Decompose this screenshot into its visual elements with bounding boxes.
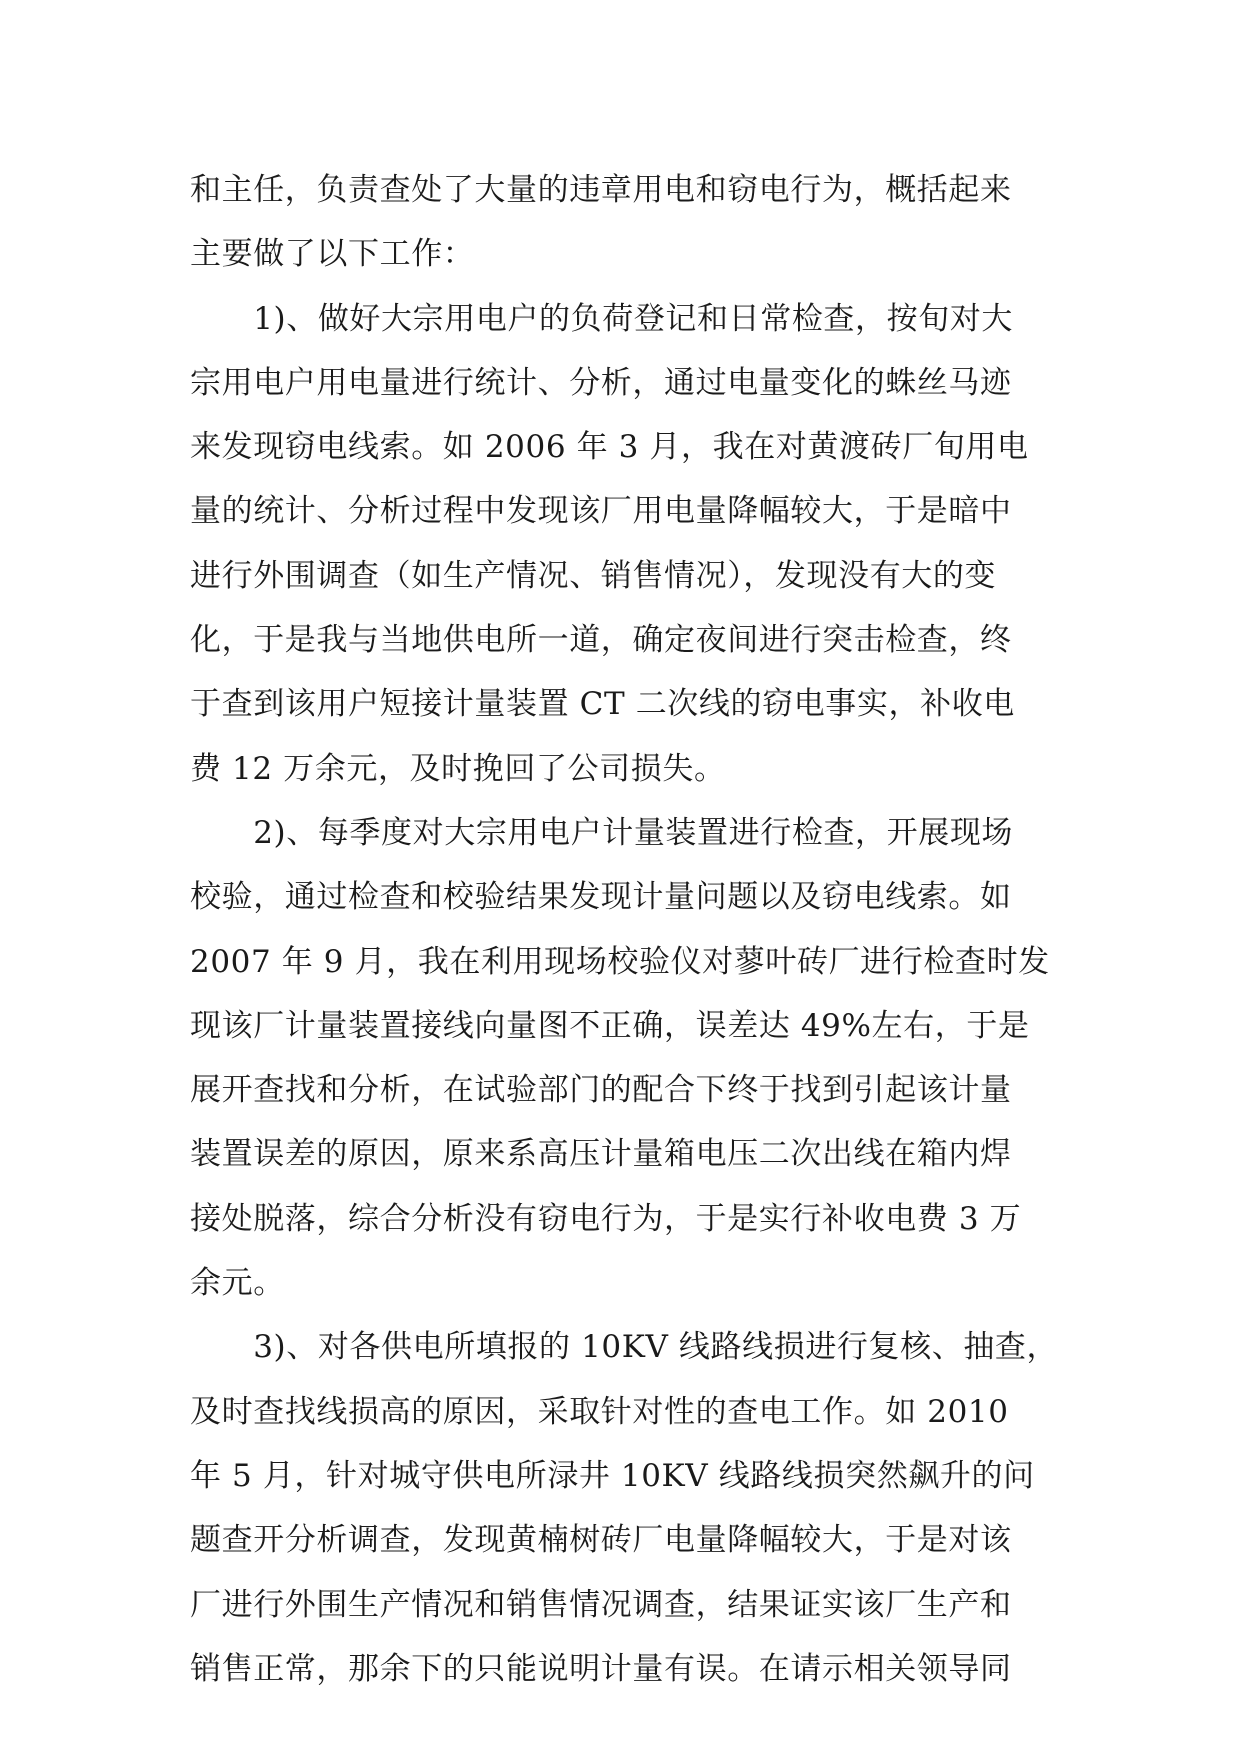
text-line: 余元。 [190,1265,285,1302]
text-line: 厂进行外围生产情况和销售情况调查，结果证实该厂生产和 [190,1586,1012,1623]
text-line: 和主任，负责查处了大量的违章用电和窃电行为，概括起来 [190,172,1012,208]
text-line: 宗用电户用电量进行统计、分析，通过电量变化的蛛丝马迹 [190,364,1012,401]
text-line: 主要做了以下工作： [190,236,475,273]
text-line: 销售正常，那余下的只能说明计量有误。在请示相关领导同 [190,1650,1012,1687]
text-line: 展开查找和分析，在试验部门的配合下终于找到引起该计量 [190,1072,1012,1109]
text-line: 化，于是我与当地供电所一道，确定夜间进行突击检查，终 [190,622,1012,659]
text-line: 量的统计、分析过程中发现该厂用电量降幅较大，于是暗中 [190,493,1012,530]
text-line: 接处脱落，综合分析没有窃电行为，于是实行补收电费 3 万 [190,1200,1022,1237]
text-line: 1)、做好大宗用电户的负荷登记和日常检查，按旬对大 [190,300,1014,337]
body-text [190,158,1059,1701]
text-line: 于查到该用户短接计量装置 CT 二次线的窃电事实，补收电 [190,686,1015,723]
text-line: 来发现窃电线索。如 2006 年 3 月，我在对黄渡砖厂旬用电 [190,429,1029,466]
text-line: 现该厂计量装置接线向量图不正确，误差达 49%左右，于是 [190,1007,1030,1044]
text-line: 装置误差的原因，原来系高压计量箱电压二次出线在箱内焊 [190,1136,1012,1173]
text-line: 年 5 月，针对城守供电所渌井 10KV 线路线损突然飙升的问 [190,1457,1035,1494]
text-line: 进行外围调查（如生产情况、销售情况），发现没有大的变 [190,557,997,594]
text-line: 及时查找线损高的原因，采取针对性的查电工作。如 2010 [190,1393,1009,1430]
text-line: 2007 年 9 月，我在利用现场校验仪对蓼叶砖厂进行检查时发 [190,943,1050,980]
text-line: 题查开分析调查，发现黄楠树砖厂电量降幅较大，于是对该 [190,1522,1012,1559]
text-line: 校验，通过检查和校验结果发现计量问题以及窃电线索。如 [190,879,1012,916]
text-line: 3)、对各供电所填报的 10KV 线路线损进行复核、抽查， [190,1329,1059,1366]
text-line: 2)、每季度对大宗用电户计量装置进行检查，开展现场 [190,814,1014,851]
text-line: 费 12 万余元，及时挽回了公司损失。 [190,750,726,787]
